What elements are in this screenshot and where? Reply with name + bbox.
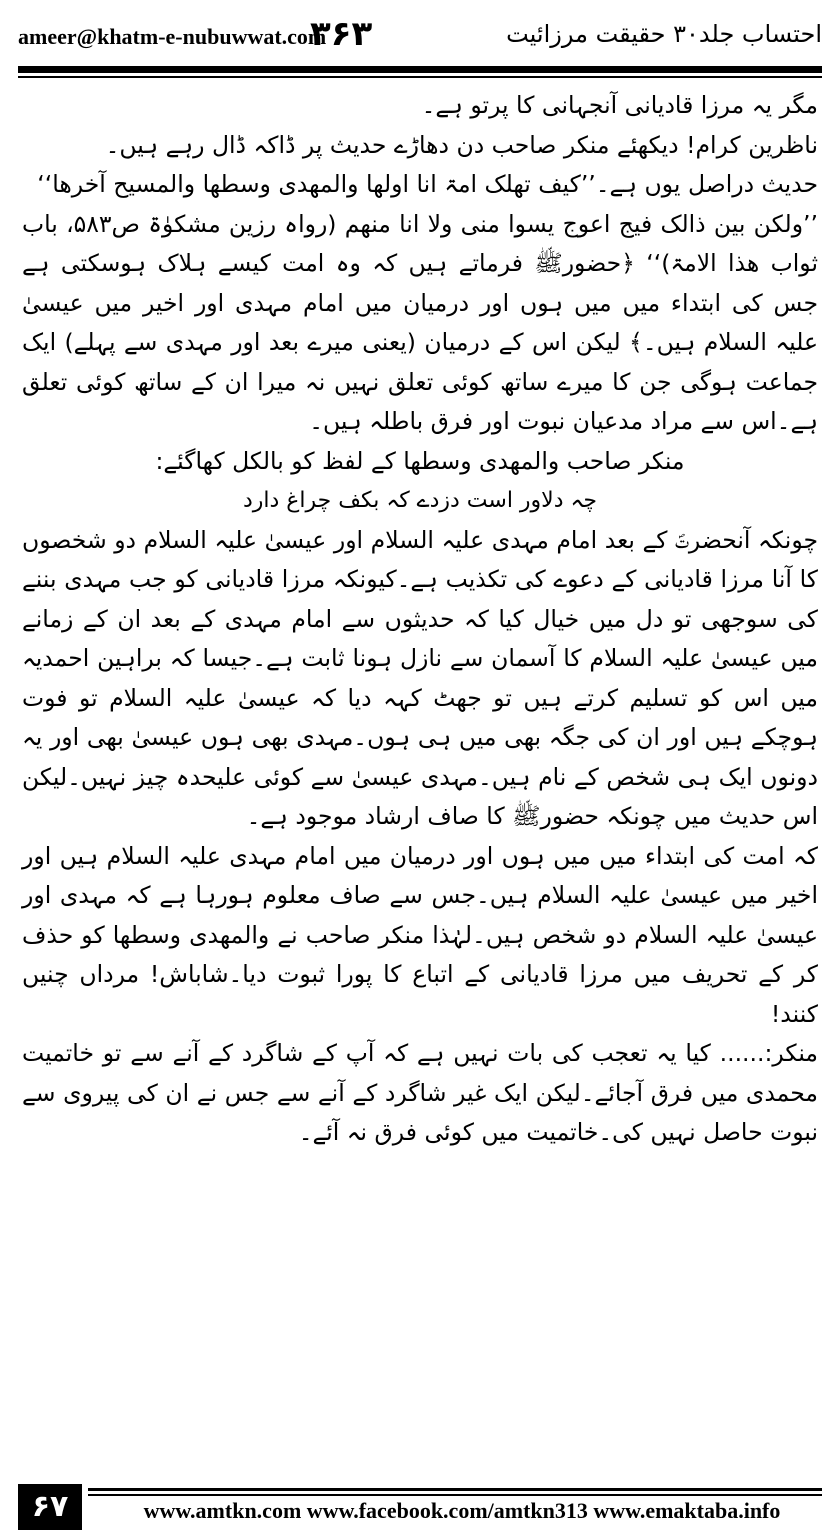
header-title: احتساب جلد۳۰ حقیقت مرزائیت xyxy=(506,20,822,48)
paragraph-1: مگر یہ مرزا قادیانی آنجہانی کا پرتو ہے۔ xyxy=(421,91,818,119)
paragraph-explanation: چونکہ آنحضرتؐ کے بعد امام مہدی علیہ السلام اور عیسیٰ علیہ السلام دو شخصوں کا آنا مرزا قادیانی کے دعوے کی تکذیب ہے۔کیونکہ مرزا قادیانی کو جب مہدی بننے کی سوجھی تو دل میں خیال کیا کہ حدیثوں سے امام مہدی کے بعد ان کے زمانے میں عیسیٰ علیہ السلام کا آسمان سے نازل ہونا ثابت ہے۔جیسا کہ براہین احمدیہ میں اس کو تسلیم کرتے ہیں تو جھٹ کہہ دیا کہ عیسیٰ علیہ السلام تو فوت ہوچکے ہیں اور ان کی جگہ بھی میں ہی ہوں۔مہدی بھی ہوں عیسیٰ بھی اور یہ دونوں ایک ہی شخص کے نام ہیں۔مہدی عیسیٰ سے کوئی علیحدہ چیز نہیں۔لیکن اس حدیث میں چونکہ حضورﷺ کا صاف ارشاد موجود ہے۔ xyxy=(22,525,818,830)
header-email: ameer@khatm-e-nubuwwat.com xyxy=(18,24,327,49)
page-body xyxy=(22,86,818,1476)
header-page-number: ۳۶۳ xyxy=(310,14,373,54)
paragraph-hadith-continued: ’’ولکن بین ذالک فیج اعوج یسوا منی ولا انا منھم (رواہ رزین مشکوٰۃ ص۵۸۳، باب ثواب ھذا الامۃ)‘‘ ﴿حضورﷺ فرماتے ہیں کہ وہ امت کیسے ہلاک ہوسکتی ہے جس کی ابتداء میں میں ہوں اور درمیان میں امام مہدی اور اخیر میں عیسیٰ علیہ السلام ہیں۔﴾ لیکن اس کے درمیان (یعنی میرے بعد اور مہدی سے پہلے) ایک جماعت ہوگی جن کا میرے ساتھ کوئی تعلق نہیں نہ میرا ان کے ساتھ کوئی تعلق ہے۔اس سے مراد مدعیان نبوت اور فرق باطلہ ہیں۔ xyxy=(22,209,818,435)
paragraph-hadith: حدیث دراصل یوں ہے۔’’کیف تھلک امۃ انا اولھا والمھدی وسطھا والمسیح آخرھا‘‘ xyxy=(37,170,818,198)
footer-rule-2 xyxy=(88,1494,822,1496)
footer-rule-1 xyxy=(88,1488,822,1491)
paragraph-objection: منکر:...... کیا یہ تعجب کی بات نہیں ہے کہ آپ کے شاگرد کے آنے سے تو خاتمیت محمدی میں فرق آجائے۔لیکن ایک غیر شاگرد کے آنے سے جس نے ان کی پیروی سے نبوت حاصل نہیں کی۔خاتمیت میں کوئی فرق نہ آئے۔ xyxy=(22,1039,818,1146)
paragraph-2: ناظرین کرام! دیکھئے منکر صاحب دن دھاڑے حدیث پر ڈاکہ ڈال رہے ہیں۔ xyxy=(105,130,818,159)
page-header xyxy=(18,14,822,62)
footer-page-number: ۶۷ xyxy=(18,1484,82,1530)
header-rule-thick xyxy=(18,66,822,73)
paragraph-centered-heading: منکر صاحب والمھدی وسطھا کے لفظ کو بالکل کھاگئے: xyxy=(155,446,685,475)
footer-links: www.amtkn.com www.facebook.com/amtkn313 www.emaktaba.info xyxy=(143,1498,781,1523)
paragraph-conclusion: کہ امت کی ابتداء میں میں ہوں اور درمیان میں امام مہدی علیہ السلام ہیں اور اخیر میں عیسیٰ علیہ السلام ہیں۔جس سے صاف معلوم ہورہا ہے کہ مہدی اور عیسیٰ علیہ السلام دو شخص ہیں۔لہٰذا منکر صاحب نے والمھدی وسطھا کو حذف کر کے تحریف میں مرزا قادیانی کے اتباع کا پورا ثبوت دیا۔شاباش! مرداں چنیں کنند! xyxy=(22,841,818,1028)
header-rule-thin xyxy=(18,76,822,78)
persian-verse: چہ دلاور است دزدے کہ بکف چراغ دارد xyxy=(242,488,597,513)
page-footer xyxy=(18,1488,822,1532)
